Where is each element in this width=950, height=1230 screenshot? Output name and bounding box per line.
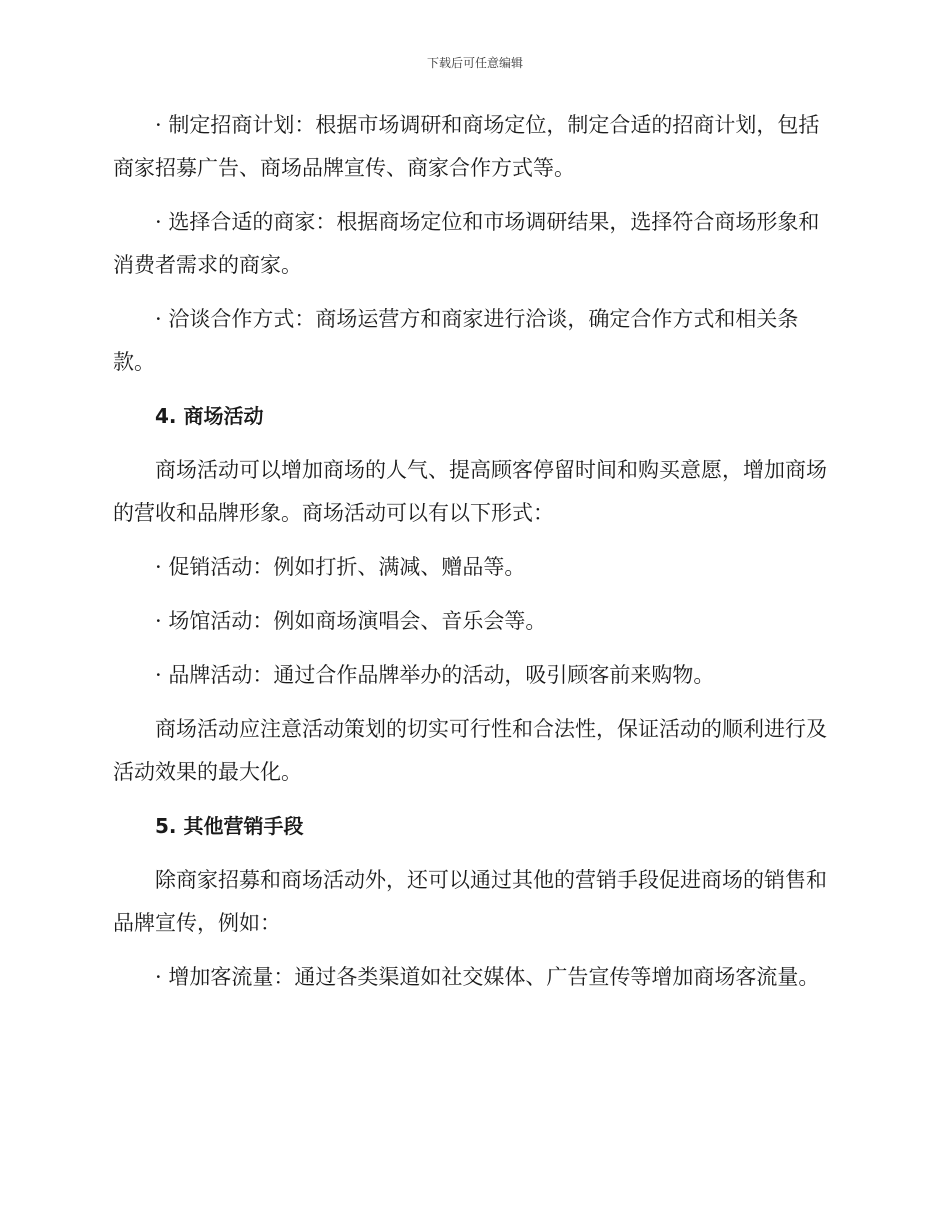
bullet-paragraph: · 洽谈合作方式：商场运营方和商家进行洽谈，确定合作方式和相关条款。 xyxy=(113,307,799,374)
page-header: 下载后可任意编辑 xyxy=(426,56,523,70)
bullet-paragraph: · 促销活动：例如打折、满减、赠品等。 xyxy=(155,555,526,579)
bullet-paragraph: · 选择合适的商家：根据商场定位和市场调研结果，选择符合商场形象和消费者需求的商家。 xyxy=(113,210,820,277)
section-heading: 4. 商场活动 xyxy=(155,404,264,428)
body-paragraph: 商场活动应注意活动策划的切实可行性和合法性，保证活动的顺利进行及活动效果的最大化。 xyxy=(113,717,827,784)
bullet-paragraph: · 增加客流量：通过各类渠道如社交媒体、广告宣传等增加商场客流量。 xyxy=(155,965,820,989)
bullet-paragraph: · 制定招商计划：根据市场调研和商场定位，制定合适的招商计划，包括商家招募广告、商场品牌宣传、商家合作方式等。 xyxy=(113,113,820,180)
body-paragraph: 除商家招募和商场活动外，还可以通过其他的营销手段促进商场的销售和品牌宣传，例如： xyxy=(113,868,827,935)
body-paragraph: 商场活动可以增加商场的人气、提高顾客停留时间和购买意愿，增加商场的营收和品牌形象。商场活动可以有以下形式： xyxy=(113,458,827,525)
document-body xyxy=(113,104,839,1010)
section-heading: 5. 其他营销手段 xyxy=(155,814,304,838)
bullet-paragraph: · 品牌活动：通过合作品牌举办的活动，吸引顾客前来购物。 xyxy=(155,663,715,687)
bullet-paragraph: · 场馆活动：例如商场演唱会、音乐会等。 xyxy=(155,609,547,633)
